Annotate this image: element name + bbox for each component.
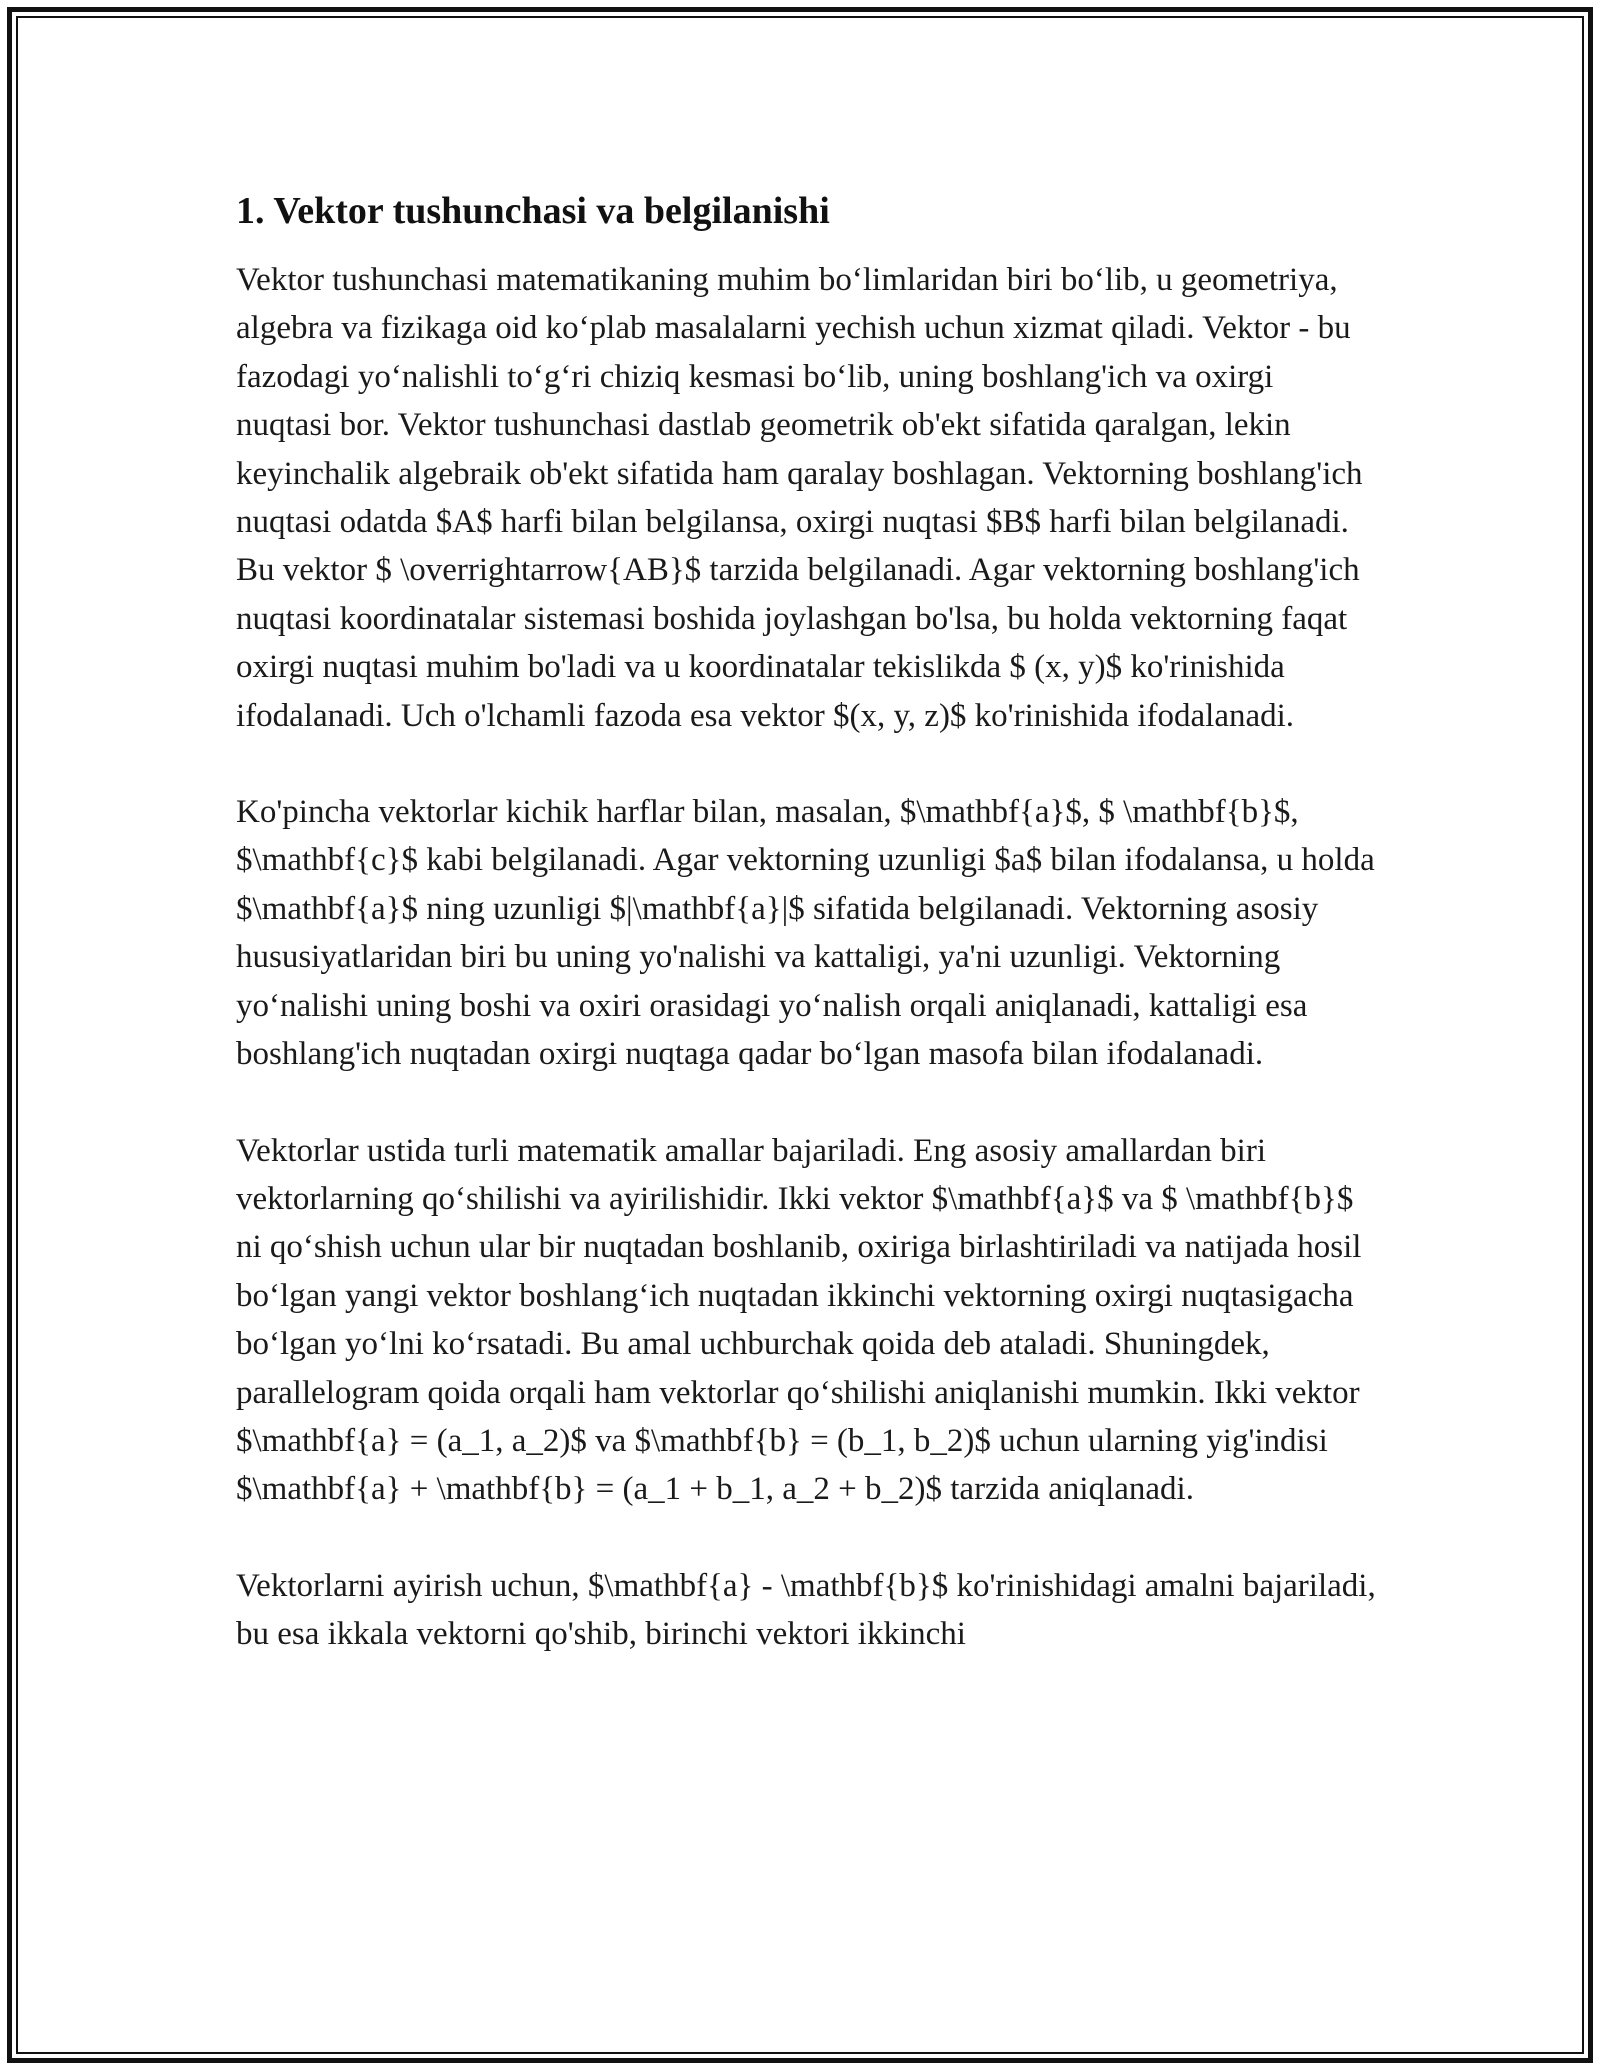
paragraph-vector-addition: Vektorlar ustida turli matematik amallar bajariladi. Eng asosiy amallardan biri vektorlarning qo‘shilishi va ayirilishidir. Ikki vektor $\mathbf{a}$ va $ \mathbf{b}$ ni qo‘shish uchun ular bir nuqtadan boshlanib, oxiriga birlashtiriladi va natijada hosil bo‘lgan yangi vektor boshlang‘ich nuqtadan ikkinchi vektorning oxirgi nuqtasigacha bo‘lgan yo‘lni ko‘rsatadi. Bu amal uchburchak qoida deb ataladi. Shuningdek, parallelogram qoida orqali ham vektorlar qo‘shilishi aniqlanishi mumkin. Ikki vektor $\mathbf{a} = (a_1, a_2)$ va $\mathbf{b} = (b_1, b_2)$ uchun ularning yig'indisi $\mathbf{a} + \mathbf{b} = (a_1 + b_1, a_2 + b_2)$ tarzida aniqlanadi. <box>236 1132 1362 1508</box>
paragraph-vector-subtraction: Vektorlarni ayirish uchun, $\mathbf{a} - \mathbf{b}$ ko'rinishidagi amalni bajariladi, bu esa ikkala vektorni qo'shib, birinchi vektori ikkinchi <box>236 1567 1376 1653</box>
section-heading: 1. Vektor tushunchasi va belgilanishi <box>236 190 830 232</box>
paragraph-vector-notation: Ko'pincha vektorlar kichik harflar bilan, masalan, $\mathbf{a}$, $ \mathbf{b}$, $\mathbf{c}$ kabi belgilanadi. Agar vektorning uzunligi $a$ bilan ifodalansa, u holda $\mathbf{a}$ ning uzunligi $|\mathbf{a}|$ sifatida belgilanadi. Vektorning asosiy hususiyatlaridan biri bu uning yo'nalishi va kattaligi, ya'ni uzunligi. Vektorning yo‘nalishi uning boshi va oxiri orasidagi yo‘nalish orqali aniqlanadi, kattaligi esa boshlang'ich nuqtadan oxirgi nuqtaga qadar bo‘lgan masofa bilan ifodalanadi. <box>236 794 1375 1073</box>
document-body <box>236 186 1376 1707</box>
paragraph-vector-concept: Vektor tushunchasi matematikaning muhim bo‘limlaridan biri bo‘lib, u geometriya, algebra va fizikaga oid ko‘plab masalalarni yechish uchun xizmat qiladi. Vektor - bu fazodagi yo‘nalishli to‘g‘ri chiziq kesmasi bo‘lib, uning boshlang'ich va oxirgi nuqtasi bor. Vektor tushunchasi dastlab geometrik ob'ekt sifatida qaralgan, lekin keyinchalik algebraik ob'ekt sifatida ham qaralay boshlagan. Vektorning boshlang'ich nuqtasi odatda $A$ harfi bilan belgilansa, oxirgi nuqtasi $B$ harfi bilan belgilanadi. Bu vektor $ \overrightarrow{AB}$ tarzida belgilanadi. Agar vektorning boshlang'ich nuqtasi koordinatalar sistemasi boshida joylashgan bo'lsa, bu holda vektorning faqat oxirgi nuqtasi muhim bo'ladi va u koordinatalar tekislikda $ (x, y)$ ko'rinishida ifodalanadi. Uch o'lchamli fazoda esa vektor $(x, y, z)$ ko'rinishida ifodalanadi. <box>236 262 1363 734</box>
